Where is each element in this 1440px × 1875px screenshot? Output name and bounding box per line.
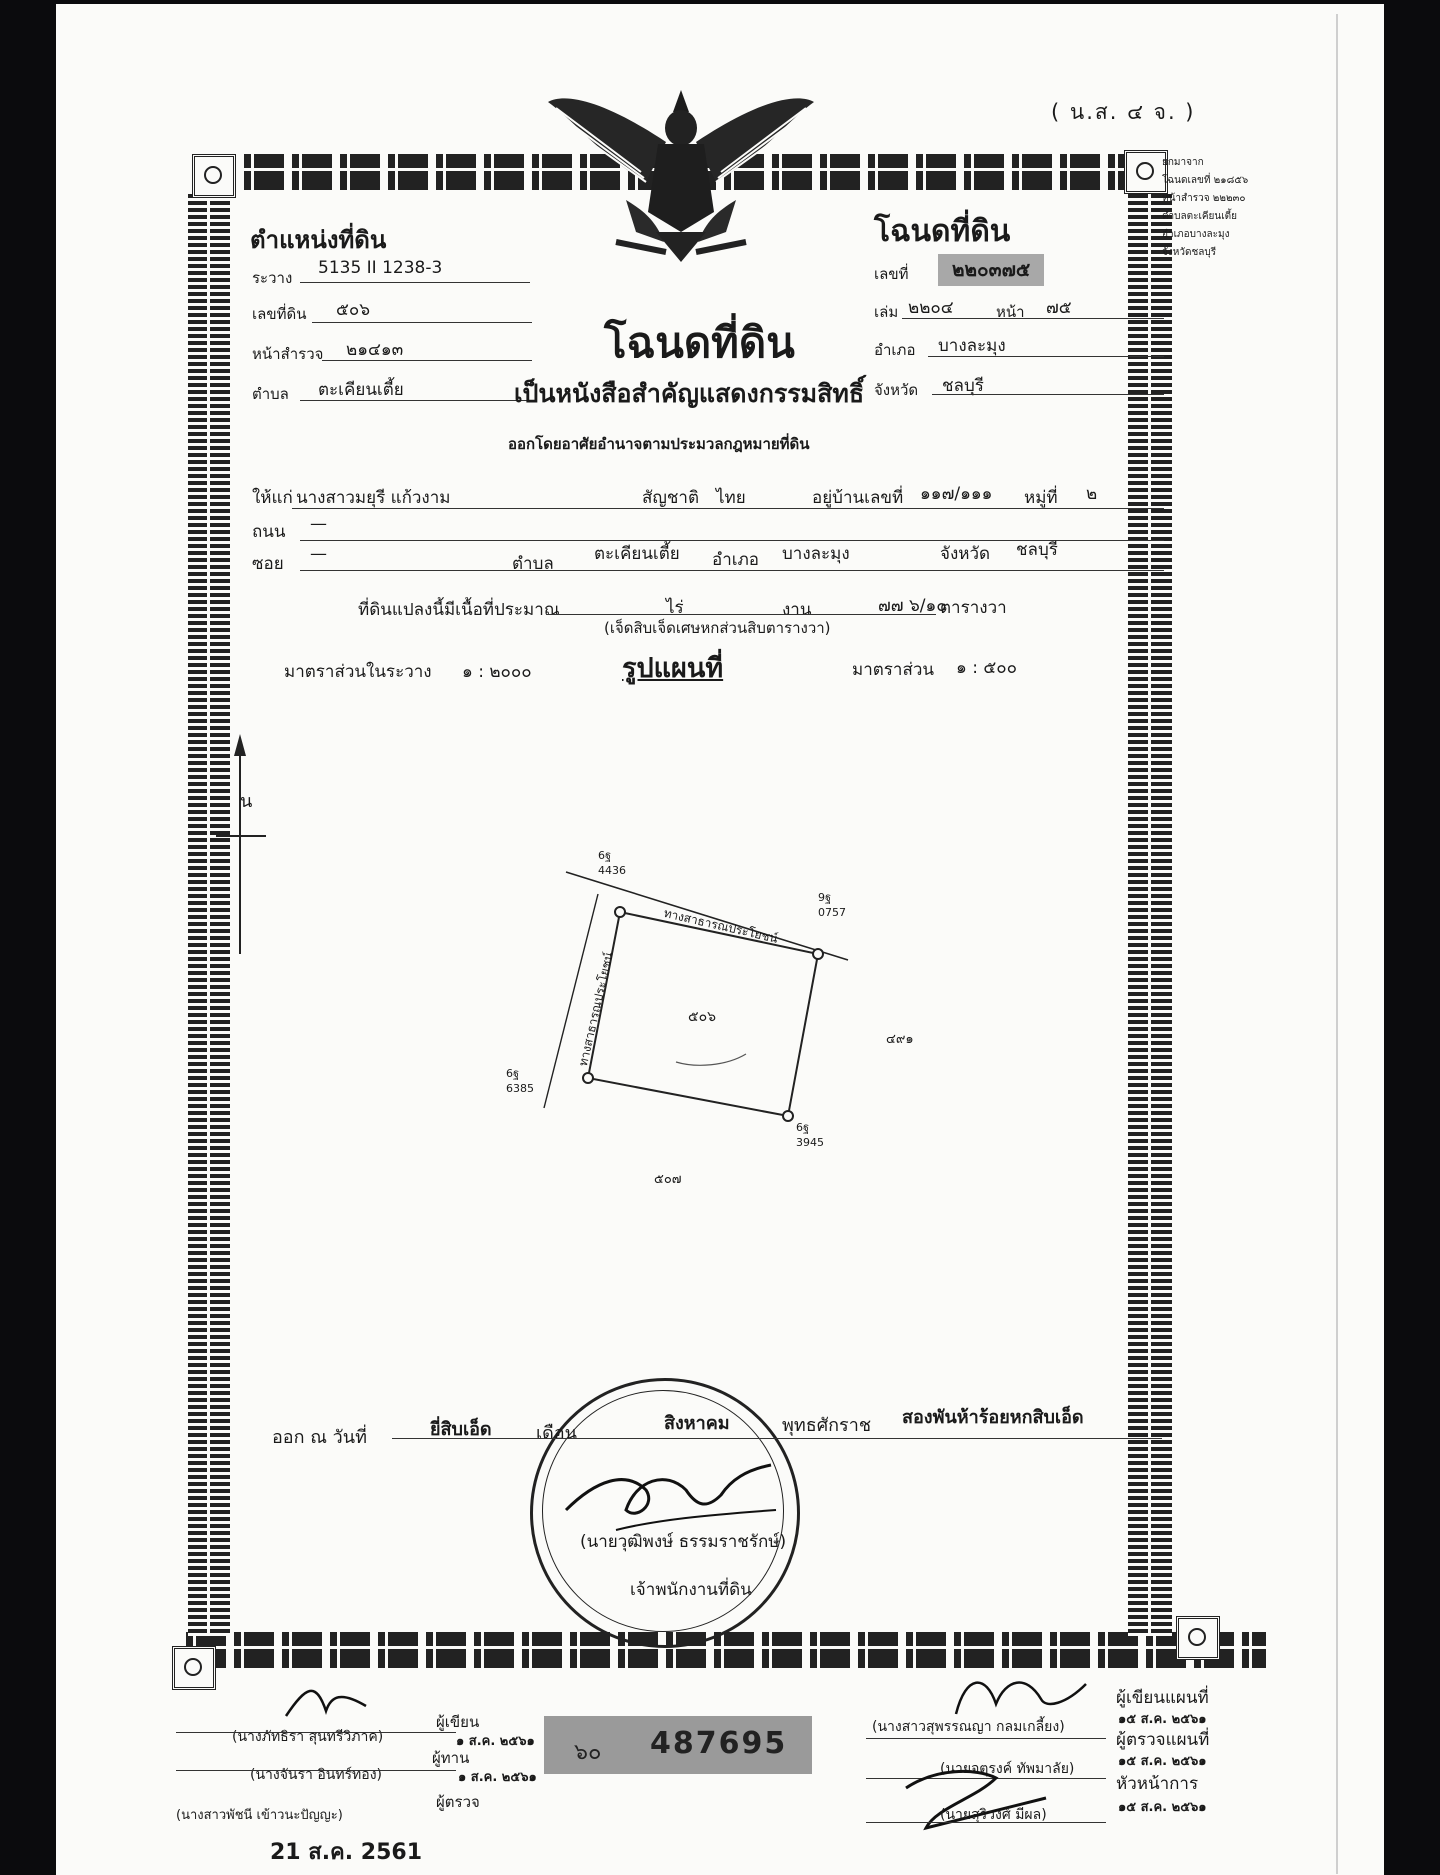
checker-name: (นางจันรา อินทร์ทอง) (250, 1767, 382, 1783)
serial-number: 487695 (650, 1726, 788, 1761)
officer-signature-icon (556, 1450, 786, 1540)
amphoe-value: บางละมุง (938, 336, 1006, 356)
officer-name: (นายวุฒิพงษ์ ธรรมราชรักษ์) (580, 1532, 787, 1552)
rawang-scale-value: ๑ : ๒๐๐๐ (462, 662, 532, 682)
owner-amphoe-value: บางละมุง (782, 544, 850, 564)
serial-prefix: ๖๐ (574, 1740, 602, 1765)
marker-left: 6ฐ 6385 (506, 1067, 534, 1095)
head-date: ๑๕ ส.ค. ๒๕๖๑ (1118, 1800, 1207, 1815)
issue-day: ยี่สิบเอ็ด (430, 1419, 492, 1440)
checker-date: ๑ ส.ค. ๒๕๖๑ (456, 1734, 535, 1749)
rawang-value: 5135 II 1238-3 (318, 258, 443, 278)
road-left-label: ทางสาธารณประโยชน์ (575, 950, 616, 1068)
north-label: น (240, 791, 253, 812)
issue-month-label: เดือน (536, 1423, 577, 1444)
land-no-value: ๕๐๖ (336, 300, 371, 320)
owner-tambon-value: ตะเคียนเตี้ย (594, 544, 680, 564)
parcel-number: ๕๐๖ (688, 1009, 717, 1025)
deed-no-value: ๒๒๐๓๗๕ (938, 254, 1044, 286)
wa-label: ตารางวา (940, 598, 1007, 618)
land-no-label: เลขที่ดิน (252, 305, 307, 323)
inspector-role: ผู้ตรวจ (436, 1793, 480, 1811)
soi-value: — (310, 544, 327, 564)
map-writer-role: ผู้เขียนแผนที่ (1116, 1688, 1209, 1708)
writer-signature-icon (276, 1676, 386, 1726)
amphoe-label: อำเภอ (874, 341, 916, 359)
boundary-marker (813, 949, 823, 959)
map-checker-name: (นายจตุรงค์ ทัพมาลัย) (940, 1761, 1075, 1777)
inspector-name: (นางสาวพัชนี เข้าวนะปัญญะ) (176, 1808, 343, 1823)
owner-tambon-label: ตำบล (512, 554, 554, 574)
area-label: ที่ดินแปลงนี้มีเนื้อที่ประมาณ (358, 600, 560, 620)
serial-box (544, 1716, 812, 1774)
officer-title: เจ้าพนักงานที่ดิน (630, 1580, 752, 1600)
owner-province-label: จังหวัด (940, 544, 991, 564)
area-in-words: (เจ็ดสิบเจ็ดเศษหกส่วนสิบตารางวา) (604, 619, 831, 637)
survey-page-value: ๒๑๔๑๓ (346, 340, 404, 360)
issued-by: ออกโดยอาศัยอำนาจตามประมวลกฎหมายที่ดิน (508, 435, 810, 453)
north-arrow-icon (216, 734, 266, 954)
marker-top: 6ฐ 4436 (598, 849, 626, 877)
book-label: เล่ม (874, 303, 899, 321)
head-role: หัวหน้าการ (1116, 1774, 1199, 1794)
issue-year-label: พุทธศักราช (782, 1415, 872, 1436)
page-label: หน้า (996, 303, 1025, 321)
road-top-label: ทางสาธารณประโยชน์ (662, 905, 780, 946)
house-label: อยู่บ้านเลขที่ (812, 488, 904, 508)
soi-label: ซอย (252, 554, 284, 574)
tambon-value: ตะเคียนเตี้ย (318, 380, 404, 400)
boundary-marker (783, 1111, 793, 1121)
house-no: ๑๑๗/๑๑๑ (920, 484, 993, 504)
moo-label: หมู่ที่ (1024, 488, 1058, 508)
deed-paper (56, 4, 1384, 1875)
boundary-marker (583, 1073, 593, 1083)
issue-month: สิงหาคม (664, 1413, 730, 1434)
province-label: จังหวัด (874, 381, 919, 399)
head-name: (นายสุริวงศ์ มีผล) (940, 1807, 1047, 1823)
nationality-value: ไทย (716, 488, 746, 508)
book-value: ๒๒๐๔ (908, 298, 954, 318)
marker-br: 6ฐ 3945 (796, 1121, 824, 1149)
rawang-label: ระวาง (252, 269, 293, 287)
registration-date-stamp: 21 ส.ค. 2561 (270, 1840, 423, 1865)
owner-amphoe-label: อำเภอ (712, 550, 759, 570)
deed-no-label: เลขที่ (874, 265, 909, 283)
form-code: ( น.ส. ๔ จ. ) (1051, 100, 1196, 124)
to-label: ให้แก่ (252, 488, 293, 508)
tambon-label: ตำบล (252, 385, 289, 403)
owner-province-value: ชลบุรี (1016, 540, 1058, 560)
map-checker-role: ผู้ตรวจแผนที่ (1116, 1730, 1210, 1750)
origin-note: ยกมาจาก โฉนดเลขที่ ๒๑๘๕๖ หน้าสำรวจ ๒๒๒๓๐ ตำบลตะเคียนเตี้ย อำเภอบางละมุง จังหวัดชลบุรี (1162, 157, 1249, 258)
land-position-heading: ตำแหน่งที่ดิน (250, 226, 387, 254)
issue-year: สองพันห้าร้อยหกสิบเอ็ด (902, 1407, 1084, 1428)
marker-tr: 9ฐ 0757 (818, 891, 846, 919)
neighbor-right: ๔๙๑ (886, 1032, 914, 1047)
deed-title: โฉนดที่ดิน (604, 318, 795, 367)
owner-name: นางสาวมยุรี แก้วงาม (296, 488, 451, 508)
province-value: ชลบุรี (942, 376, 984, 396)
writer-name: (นางภัทธิรา สุนทรีวิภาค) (232, 1729, 384, 1745)
neighbor-bottom: ๕๐๗ (654, 1172, 682, 1187)
road-label: ถนน (252, 522, 286, 542)
inspector-date: ๑ ส.ค. ๒๕๖๑ (458, 1770, 537, 1785)
map-writer-name: (นางสาวสุพรรณญา กลมเกลี้ยง) (872, 1719, 1065, 1735)
checker-role: ผู้ทาน (432, 1749, 470, 1767)
map-scale-value: ๑ : ๕๐๐ (956, 658, 1017, 678)
map-scale-label: มาตราส่วน (852, 660, 935, 680)
nationality-label: สัญชาติ (642, 488, 699, 508)
ngan-label: งาน (782, 600, 812, 620)
writer-role: ผู้เขียน (436, 1713, 480, 1731)
issue-prefix: ออก ณ วันที่ (272, 1427, 367, 1448)
map-title: รูปแผนที่ (622, 653, 724, 684)
page-value: ๗๕ (1046, 298, 1072, 318)
surveyor-signature-icon (946, 1664, 1096, 1724)
road-value: — (310, 514, 327, 534)
map-checker-date: ๑๕ ส.ค. ๒๕๖๑ (1118, 1754, 1207, 1769)
map-writer-date: ๑๕ ส.ค. ๒๕๖๑ (1118, 1712, 1207, 1727)
head-signature-icon (896, 1748, 1076, 1848)
rai-label: ไร่ (666, 598, 684, 618)
moo-value: ๒ (1086, 484, 1098, 504)
deed-subtitle: เป็นหนังสือสำคัญแสดงกรรมสิทธิ์ (514, 379, 865, 408)
boundary-marker (615, 907, 625, 917)
wa-value: ๗๗ ๖/๑๐ (878, 596, 947, 616)
survey-page-label: หน้าสำรวจ (252, 345, 324, 363)
rawang-scale-label: มาตราส่วนในระวาง (284, 662, 432, 682)
deed-heading: โฉนดที่ดิน (874, 214, 1011, 249)
